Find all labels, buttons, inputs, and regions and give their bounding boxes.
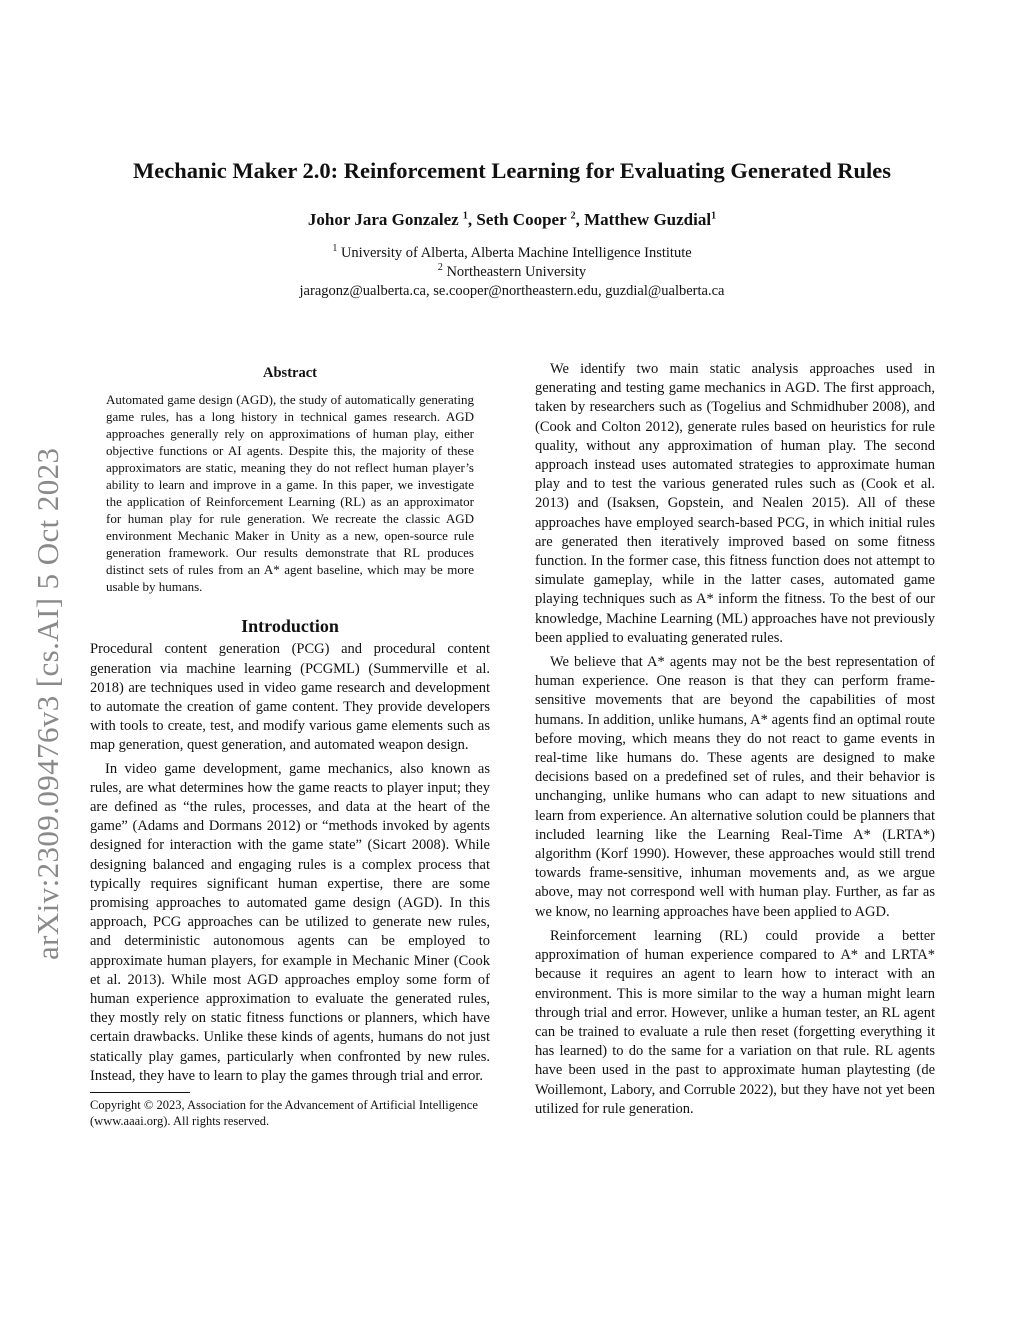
author-affil-mark: 2 (570, 210, 576, 222)
left-column (90, 360, 490, 1129)
right-column (535, 360, 935, 1124)
body-paragraph: We identify two main static analysis approaches used in generating and testing game mechanics in AGD. The first approach, taken by researchers such as (Togelius and Schmidhuber 2008), and (Cook and Colton 2012), generate rules based on heuristics for rule quality, without any approximation of human play. The second approach instead uses automated strategies to approximate human play and to test the various generated rules such as (Cook et al. 2013) and (Isaksen, Gopstein, and Nealen 2015). All of these approaches have employed search-based PCG, in which initial rules are generated then iteratively improved based on some fitness function. In the former case, this fitness function does not attempt to simulate gameplay, while in the latter cases, automated game playing techniques such as A* inform the fitness. To the best of our knowledge, Machine Learning (ML) approaches have not previously been applied to evaluating generated rules. (535, 361, 935, 646)
author-emails: jaragonz@ualberta.ca, se.cooper@northeastern.edu, guzdial@ualberta.ca (299, 283, 725, 299)
body-paragraph: Reinforcement learning (RL) could provide a better approximation of human experience compared to A* and LRTA* because it requires an agent to learn how to interact with an environment. This is more similar to the way a human might learn through trial and error. However, unlike a human tester, an RL agent can be trained to evaluate a rule then reset (forgetting everything it has learned) to do the same for a variation on that rule. RL agents have been used in the past to approximate human playtesting (de Woillemont, Labory, and Corruble 2022), but they have not yet been utilized for rule generation. (535, 927, 935, 1117)
footnote-divider (90, 1092, 190, 1093)
affiliation-line (60, 244, 964, 263)
author-name: Matthew Guzdial (584, 210, 712, 229)
affiliations (60, 244, 964, 301)
author-list: Johor Jara Gonzalez $^1$, Seth Cooper $^2$, Matthew Guzdial$^1$ (307, 210, 717, 229)
abstract-heading: Abstract (263, 365, 317, 381)
paper-title: Mechanic Maker 2.0: Reinforcement Learning for Evaluating Generated Rules (132, 158, 892, 183)
author-affil-mark: 1 (462, 210, 468, 222)
affiliation-text: Northeastern University (446, 264, 587, 280)
introduction-heading: Introduction (241, 616, 339, 637)
copyright-footnote: Copyright © 2023, Association for the Advancement of Artificial Intelligence (www.aaai.org). All rights reserved. (90, 1098, 478, 1129)
body-paragraph: We believe that A* agents may not be the best representation of human experience. One reason is that they can perform frame-sensitive movements that are beyond the capabilities of most humans. In addition, unlike humans, A* agents find an optimal route before moving, which means they do not react to game events in real-time like humans do. These agents are designed to make decisions based on a predefined set of rules, and their behavior is unchanging, unlike humans who can adapt to new situations and learn from experience. An alternative solution could be planners that included learning like the Learning Real-Time A* (LRTA*) algorithm (Korf 1990). However, these approaches would still trend towards frame-sensitive, inhuman movements and, as we argue above, may not correspond well with human play. Further, as far as we know, no learning approaches have been applied to AGD. (535, 654, 935, 920)
affil-mark: 1 (332, 243, 338, 255)
affil-mark: 2 (437, 262, 443, 274)
author-affil-mark: 1 (711, 210, 717, 222)
affiliation-line (60, 263, 964, 282)
author-name: Johor Jara Gonzalez (307, 210, 459, 229)
intro-paragraph: In video game development, game mechanics, also known as rules, are what determines how the game reacts to player input; they are defined as “the rules, processes, and data at the heart of the game” (Adams and Dormans 2012) or “methods invoked by agents designed for interaction with the game state” (Sicart 2008). While designing balanced and engaging rules is a complex process that typically requires significant human expertise, there are some promising approaches to automated game design (AGD). In this approach, PCG approaches can be utilized to generate new rules, and deterministic autonomous agents can be employed to approximate human players, for example in Mechanic Miner (Cook et al. 2013). While most AGD approaches employ some form of human experience approximation to evaluate the generated rules, they mostly rely on static fitness functions or planners, which have certain drawbacks. Unlike these kinds of agents, humans do not just statically play games, particularly when confronted by new rules. Instead, they have to learn to play the games through trial and error. (90, 760, 490, 1084)
author-name: Seth Cooper (476, 210, 567, 229)
abstract-text: Automated game design (AGD), the study of automatically generating game rules, has a long history in technical games research. AGD approaches generally rely on approximations of human play, either objective functions or AI agents. Despite this, the majority of these approximators are static, meaning they do not reflect human player’s ability to learn and improve in a game. In this paper, we investigate the application of Reinforcement Learning (RL) as an approximator for human play for rule generation. We recreate the classic AGD environment Mechanic Maker in Unity as a new, open-source rule generation framework. Our results demonstrate that RL produces distinct sets of rules from an A* agent baseline, which may be more usable by humans. (106, 392, 474, 595)
intro-paragraph: Procedural content generation (PCG) and procedural content generation via machine learning (PCGML) (Summerville et al. 2018) are techniques used in video game research and development to automate the creation of game content. They provide developers with tools to create, test, and modify various game elements such as map generation, quest generation, and automated weapon design. (90, 641, 490, 754)
arxiv-stamp: arXiv:2309.09476v3 [cs.AI] 5 Oct 2023 (30, 447, 65, 960)
affiliation-text: University of Alberta, Alberta Machine Intelligence Institute (340, 245, 692, 261)
